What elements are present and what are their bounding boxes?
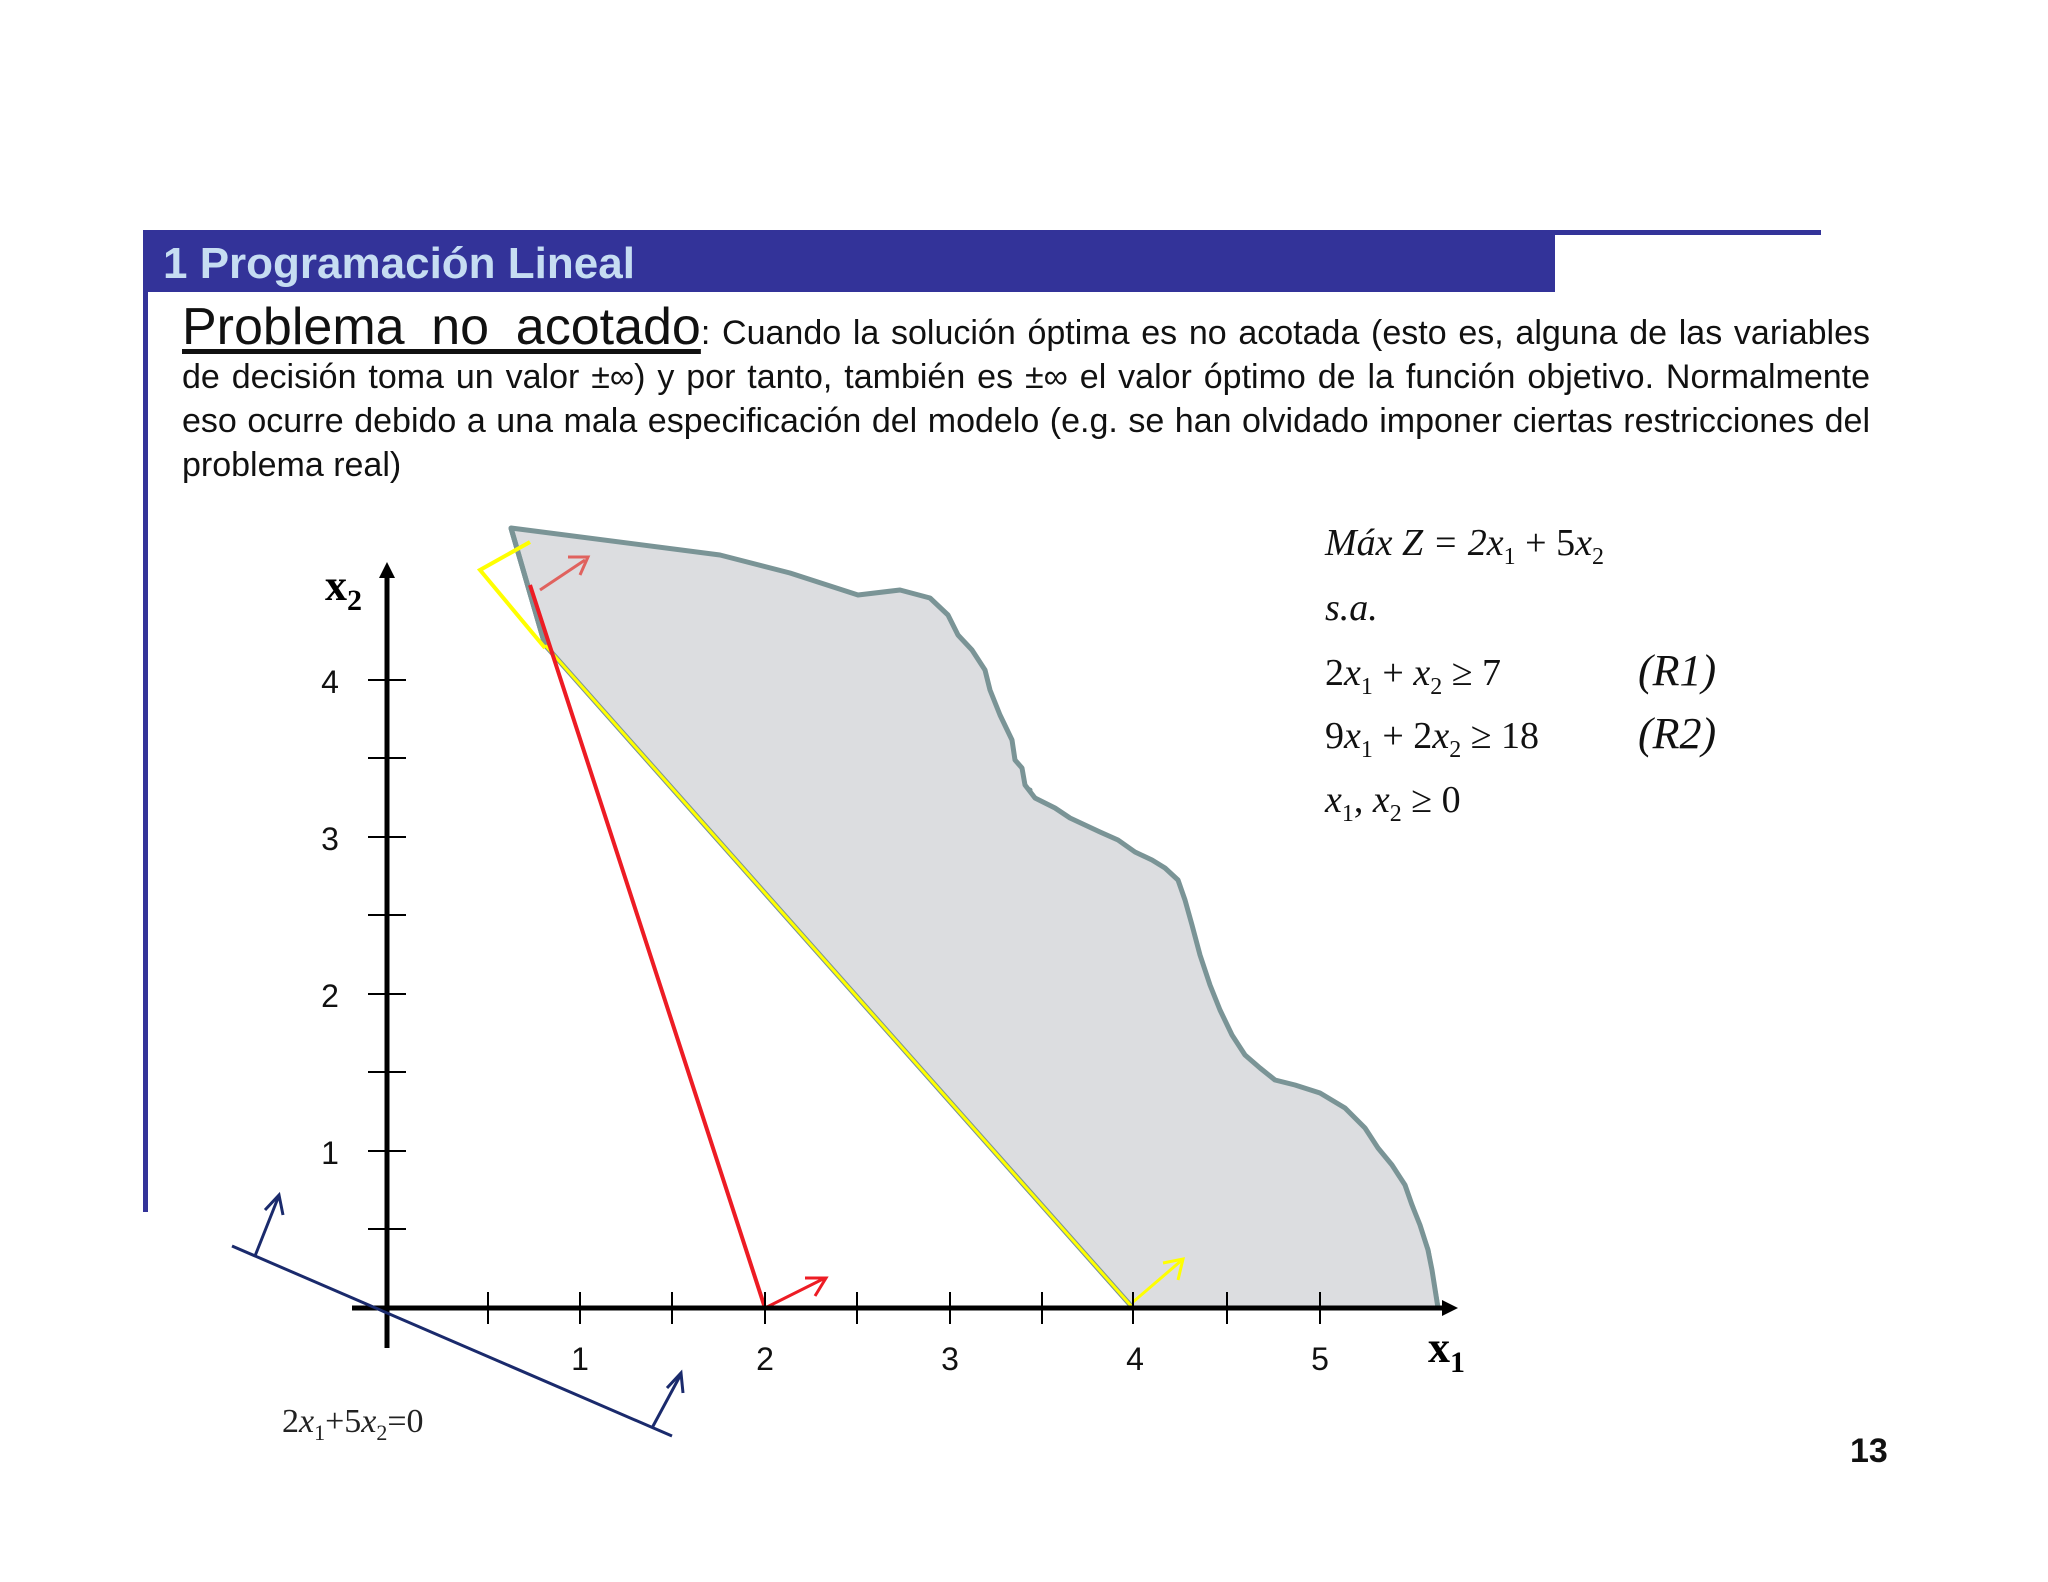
page-number: 13 — [1850, 1432, 1888, 1470]
x-tick-label: 4 — [1126, 1341, 1144, 1377]
x-tick-label: 2 — [756, 1341, 774, 1377]
objective-gradient-arrow — [652, 1376, 680, 1428]
x-tick-label: 3 — [941, 1341, 959, 1377]
y-tick-label: 4 — [321, 664, 339, 700]
slide-heading: Problema no acotado — [182, 298, 701, 356]
y-tick-label: 3 — [321, 821, 339, 857]
constraint-r2: $9x_1 + 2x_2 \ge 18$ — [1325, 715, 1540, 763]
nonnegativity: $x_1$, $x_2 \ge 0$ — [1325, 779, 1461, 827]
definition-text: Cuando la solución óptima es no acotada (esto es, alguna de las variables de decisión toma un valor ±∞) y por tanto, también es ±∞ el valor óptimo de la función objetivo. Normalmente eso ocurre debido a una mala especificación del modelo (e.g. se han olvidado imponer ciertas restricciones del problema real) — [182, 314, 1870, 484]
constraint-r1: $2x_1 + x_2 \ge 7$ — [1325, 652, 1502, 700]
x-axis-label: $x_1$ — [1428, 1323, 1465, 1379]
subject-to: s.a. — [1325, 587, 1378, 629]
x-tick-label: 1 — [571, 1341, 589, 1377]
constraint-r1-tag: (R1) — [1638, 646, 1717, 695]
y-axis-label: $x_2$ — [325, 561, 362, 617]
y-tick-label: 2 — [321, 978, 339, 1014]
objective-line-label: $2x_1+5x_2=0$ — [282, 1403, 424, 1445]
objective-function: Máx $Z = 2x_1 + 5x_2$ — [1325, 522, 1604, 570]
x-tick-label: 5 — [1311, 1341, 1329, 1377]
slide-section-title: 1 Programación Lineal — [163, 239, 635, 288]
heading-colon: : — [700, 314, 711, 352]
y-axis-arrow — [379, 562, 395, 578]
model-formulation — [1324, 522, 1716, 827]
x-axis-arrow — [1442, 1300, 1458, 1316]
y-tick-label: 1 — [321, 1135, 339, 1171]
region-boundary — [511, 528, 1438, 1308]
constraint-r2-tag: (R2) — [1638, 709, 1717, 758]
